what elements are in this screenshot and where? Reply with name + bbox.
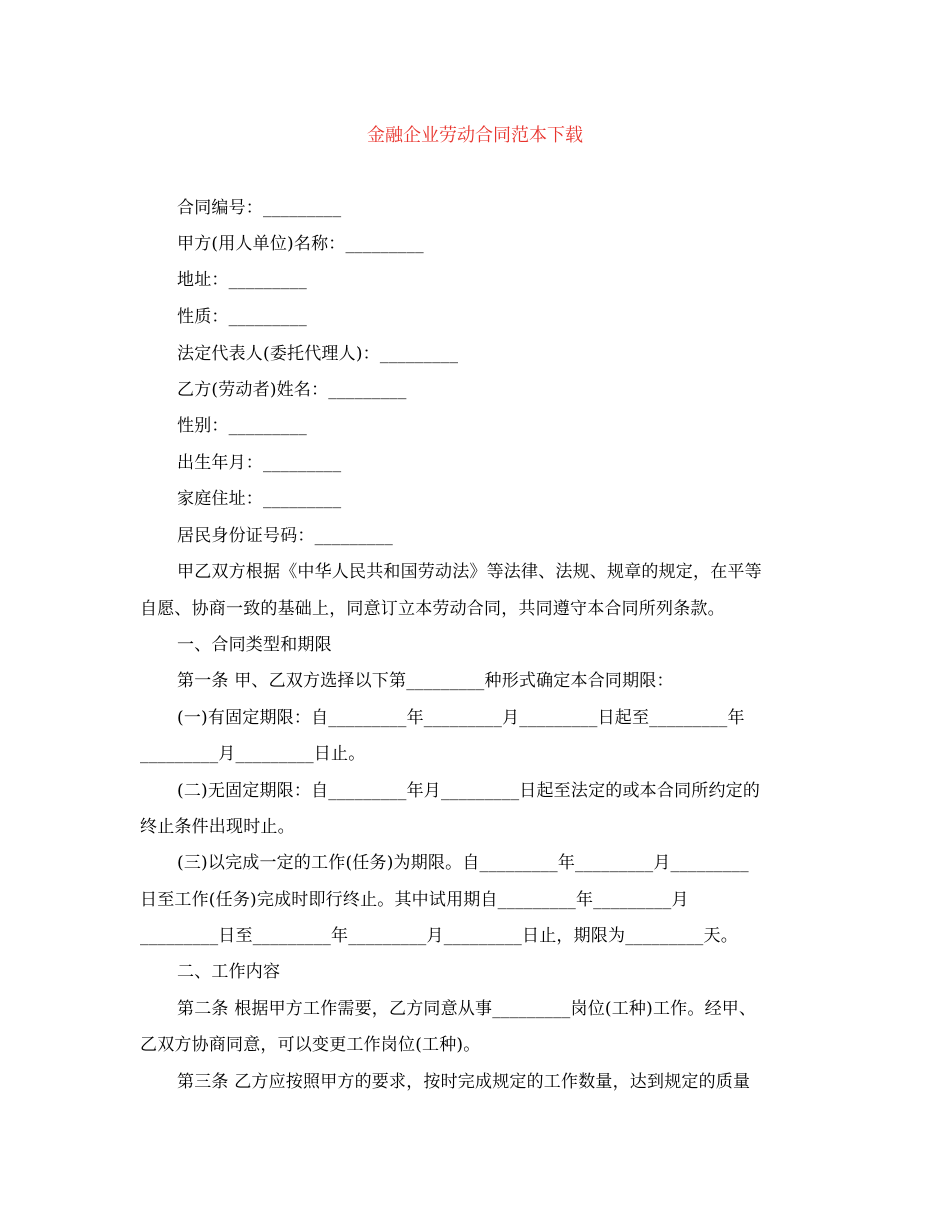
preamble-line-1: 甲乙双方根据《中华人民共和国劳动法》等法律、法规、规章的规定，在平等: [177, 562, 762, 582]
party-a-name-line: 甲方(用人单位)名称：_________: [177, 234, 424, 254]
article-2-line-2: 乙双方协商同意，可以变更工作岗位(工种)。: [140, 1035, 481, 1055]
option-2-line-2: 终止条件出现时止。: [140, 817, 295, 837]
article-1-line: 第一条 甲、乙双方选择以下第_________种形式确定本合同期限：: [177, 671, 674, 691]
legal-representative-line: 法定代表人(委托代理人)：_________: [177, 344, 459, 364]
option-3-line-3: _________日至_________年_________月_________日止，期限为_________天。: [140, 926, 738, 946]
option-2-line-1: (二)无固定期限：自_________年月_________日起至法定的或本合同所约定的: [177, 781, 761, 801]
gender-line: 性别：_________: [177, 416, 307, 436]
contract-number-line: 合同编号：_________: [177, 198, 342, 218]
preamble-line-2: 自愿、协商一致的基础上，同意订立本劳动合同，共同遵守本合同所列条款。: [140, 599, 725, 619]
document-title: 金融企业劳动合同范本下载: [367, 125, 583, 146]
party-b-name-line: 乙方(劳动者)姓名：_________: [177, 380, 407, 400]
option-3-line-1: (三)以完成一定的工作(任务)为期限。自_________年_________月_________: [177, 853, 749, 873]
section-heading-1: 一、合同类型和期限: [177, 635, 332, 655]
id-number-line: 居民身份证号码：_________: [177, 526, 393, 546]
home-address-line: 家庭住址：_________: [177, 489, 342, 509]
birth-date-line: 出生年月：_________: [177, 453, 342, 473]
address-line: 地址：_________: [177, 270, 307, 290]
article-2-line-1: 第二条 根据甲方工作需要，乙方同意从事_________岗位(工种)工作。经甲、: [177, 999, 757, 1019]
option-1-line-2: _________月_________日止。: [140, 744, 366, 764]
article-3-line-1: 第三条 乙方应按照甲方的要求，按时完成规定的工作数量，达到规定的质量: [177, 1072, 751, 1092]
section-heading-2: 二、工作内容: [177, 962, 281, 982]
option-3-line-2: 日至工作(任务)完成时即行终止。其中试用期自_________年_________月: [140, 890, 689, 910]
nature-line: 性质：_________: [177, 307, 307, 327]
option-1-line-1: (一)有固定期限：自_________年_________月_________日起至_________年: [177, 708, 745, 728]
